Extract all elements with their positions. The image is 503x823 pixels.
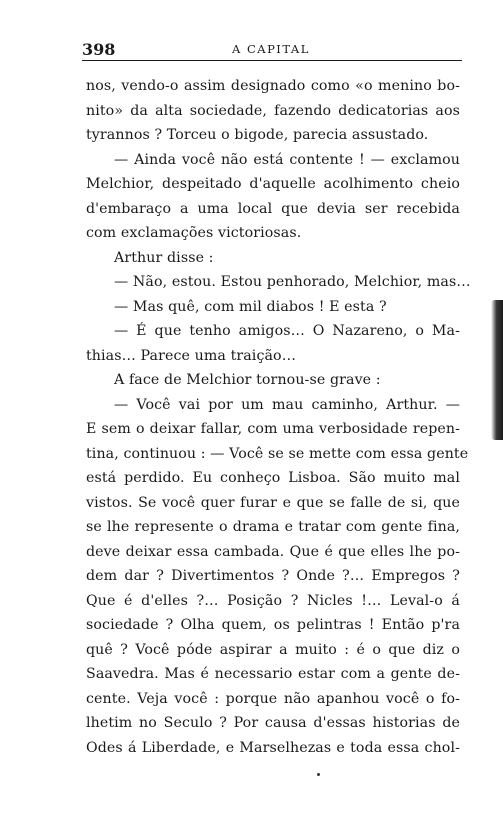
page-edge-shadow xyxy=(491,300,503,440)
text-line: sociedade ? Olha quem, os pelintras ! Então p'ra xyxy=(86,617,460,633)
text-line: E sem o deixar fallar, com uma verbosidade repen- xyxy=(86,421,460,437)
text-line: Odes á Liberdade, e Marselhezas e toda essa chol- xyxy=(86,739,460,756)
text-line: thias… Parece uma traição… xyxy=(86,347,296,364)
text-line: — Você vai por um mau caminho, Arthur. — xyxy=(114,396,460,413)
text-line: deve deixar essa cambada. Que é que elles lhe po- xyxy=(86,543,460,560)
text-line: nos, vendo-o assim designado como «o menino bo- xyxy=(86,78,460,94)
text-line: — Ainda você não está contente ! — exclamou xyxy=(114,151,460,168)
text-line: nito» da alta sociedade, fazendo dedicatorias aos xyxy=(86,102,460,119)
body-text xyxy=(86,74,471,760)
text-line: com exclamações victoriosas. xyxy=(86,225,302,241)
text-line: Melchior, despeitado d'aquelle acolhimento cheio xyxy=(86,176,460,192)
text-line: — Mas quê, com mil diabos ! E esta ? xyxy=(114,298,387,315)
text-line: está perdido. Eu conheço Lisboa. São muito mal xyxy=(86,470,460,486)
page-header xyxy=(82,40,462,61)
text-line: quê ? Você póde aspirar a muito : é o que diz o xyxy=(86,641,460,658)
text-line: vistos. Se você quer furar e que se falle de si, que xyxy=(86,494,460,511)
text-line: d'embaraço a uma local que devia ser recebida xyxy=(86,200,460,217)
text-line: lhetim no Seculo ? Por causa d'essas historias de xyxy=(86,715,460,731)
text-line: Que é d'elles ?… Posição ? Nicles !… Leval-o á xyxy=(86,592,460,609)
text-line: dem dar ? Divertimentos ? Onde ?… Empregos ? xyxy=(86,568,460,584)
text-line: tyrannos ? Torceu o bigode, parecia assustado. xyxy=(86,127,429,143)
text-line: Saavedra. Mas é necessario estar com a gente de- xyxy=(86,666,460,682)
running-title: A CAPITAL xyxy=(232,42,310,56)
text-line: Arthur disse : xyxy=(114,249,214,266)
text-line: cente. Veja você : porque não apanhou você o fo- xyxy=(86,690,460,707)
page-number: 398 xyxy=(82,40,116,59)
text-line: — É que tenho amigos… O Nazareno, o Ma- xyxy=(114,323,460,339)
text-line: tina, continuou : — Você se se mette com essa gente xyxy=(86,445,469,462)
ink-speck xyxy=(317,773,320,776)
text-line: — Não, estou. Estou penhorado, Melchior, mas… xyxy=(114,274,471,290)
text-line: A face de Melchior tornou-se grave : xyxy=(114,372,381,388)
text-line: se lhe represente o drama e tratar com gente fina, xyxy=(86,519,460,535)
